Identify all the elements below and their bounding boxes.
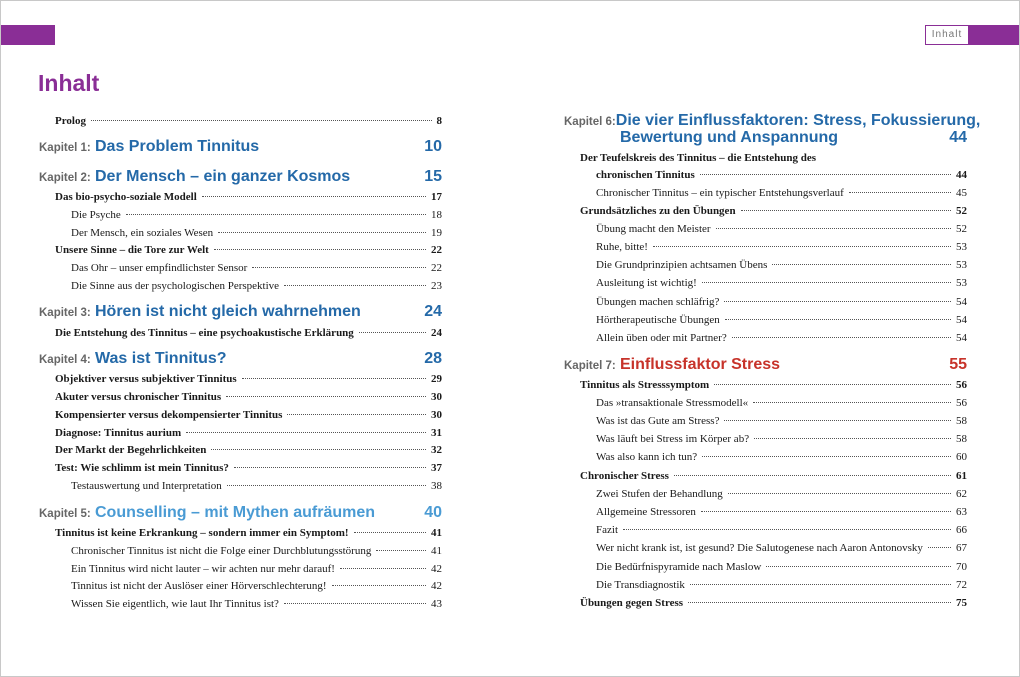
toc-entry[interactable]: Der Markt der Begehrlichkeiten 32 <box>55 444 442 456</box>
dot-leader <box>242 378 426 379</box>
chapter-5-heading[interactable]: Kapitel 5: Counselling – mit Mythen aufräumen 40 <box>39 504 442 521</box>
toc-entry[interactable]: Chronischer Stress 61 <box>580 470 967 482</box>
toc-entry[interactable]: Übung macht den Meister 52 <box>596 223 967 235</box>
dot-leader <box>340 568 426 569</box>
toc-entry[interactable]: Test: Wie schlimm ist mein Tinnitus? 37 <box>55 462 442 474</box>
dot-leader <box>284 285 426 286</box>
section-tab: Inhalt <box>925 25 969 45</box>
toc-entry[interactable]: Ruhe, bitte! 53 <box>596 241 967 253</box>
toc-entry[interactable]: Objektiver versus subjektiver Tinnitus 29 <box>55 373 442 385</box>
dot-leader <box>376 550 426 551</box>
dot-leader <box>724 420 951 421</box>
dot-leader <box>928 547 951 548</box>
dot-leader <box>226 396 426 397</box>
dot-leader <box>772 264 951 265</box>
dot-leader <box>754 438 951 439</box>
dot-leader <box>287 414 426 415</box>
toc-entry[interactable]: Die Sinne aus der psychologischen Perspektive 23 <box>71 280 442 292</box>
toc-entry[interactable]: Kompensierter versus dekompensierter Tinnitus 30 <box>55 409 442 421</box>
toc-entry[interactable]: Chronischer Tinnitus ist nicht die Folge einer Durchblutungsstörung 41 <box>71 545 442 557</box>
toc-entry[interactable]: Ein Tinnitus wird nicht lauter – wir achten nur mehr darauf! 42 <box>71 563 442 575</box>
chapter-6-heading[interactable]: Kapitel 6: Die vier Einflussfaktoren: Stress, Fokussierung, <box>564 112 981 129</box>
dot-leader <box>91 120 432 121</box>
toc-entry[interactable]: Tinnitus ist keine Erkrankung – sondern immer ein Symptom! 41 <box>55 527 442 539</box>
toc-entry[interactable]: chronischen Tinnitus 44 <box>596 169 967 181</box>
dot-leader <box>741 210 951 211</box>
left-accent-tab <box>1 25 55 45</box>
toc-entry[interactable]: Die Grundprinzipien achtsamen Übens 53 <box>596 259 967 271</box>
toc-entry[interactable]: Testauswertung und Interpretation 38 <box>71 480 442 492</box>
dot-leader <box>653 246 951 247</box>
toc-entry[interactable]: Übungen gegen Stress 75 <box>580 597 967 609</box>
chapter-2-heading[interactable]: Kapitel 2: Der Mensch – ein ganzer Kosmos 15 <box>39 168 442 185</box>
toc-entry-prolog[interactable]: Prolog 8 <box>55 115 442 127</box>
toc-entry[interactable]: Ausleitung ist wichtig! 53 <box>596 277 967 289</box>
right-accent-tab <box>968 25 1019 45</box>
toc-entry[interactable]: Wer nicht krank ist, ist gesund? Die Salutogenese nach Aaron Antonovsky 67 <box>596 542 967 554</box>
dot-leader <box>701 511 951 512</box>
dot-leader <box>218 232 426 233</box>
chapter-3-heading[interactable]: Kapitel 3: Hören ist nicht gleich wahrnehmen 24 <box>39 303 442 320</box>
toc-entry[interactable]: Wissen Sie eigentlich, wie laut Ihr Tinnitus ist? 43 <box>71 598 442 610</box>
toc-entry[interactable]: Übungen machen schläfrig? 54 <box>596 296 967 308</box>
toc-entry[interactable]: Die Bedürfnispyramide nach Maslow 70 <box>596 561 967 573</box>
toc-entry[interactable]: Die Transdiagnostik 72 <box>596 579 967 591</box>
dot-leader <box>725 319 951 320</box>
toc-entry[interactable]: Grundsätzliches zu den Übungen 52 <box>580 205 967 217</box>
chapter-1-heading[interactable]: Kapitel 1: Das Problem Tinnitus 10 <box>39 138 442 155</box>
dot-leader <box>623 529 951 530</box>
dot-leader <box>766 566 951 567</box>
dot-leader <box>354 532 426 533</box>
dot-leader <box>724 301 951 302</box>
toc-entry[interactable]: Das bio-psycho-soziale Modell 17 <box>55 191 442 203</box>
dot-leader <box>728 493 951 494</box>
toc-entry[interactable]: Das Ohr – unser empfindlichster Sensor 22 <box>71 262 442 274</box>
dot-leader <box>688 602 951 603</box>
dot-leader <box>202 196 426 197</box>
dot-leader <box>700 174 951 175</box>
dot-leader <box>732 337 951 338</box>
dot-leader <box>714 384 951 385</box>
toc-entry[interactable]: Das »transaktionale Stressmodell« 56 <box>596 397 967 409</box>
toc-entry[interactable]: Chronischer Tinnitus – ein typischer Entstehungsverlauf 45 <box>596 187 967 199</box>
toc-entry[interactable]: Was läuft bei Stress im Körper ab? 58 <box>596 433 967 445</box>
toc-entry[interactable]: Fazit 66 <box>596 524 967 536</box>
toc-entry[interactable]: Der Teufelskreis des Tinnitus – die Entstehung des <box>580 152 817 164</box>
dot-leader <box>690 584 951 585</box>
page-title: Inhalt <box>38 70 100 96</box>
dot-leader <box>234 467 426 468</box>
toc-entry[interactable]: Tinnitus als Stresssymptom 56 <box>580 379 967 391</box>
dot-leader <box>227 485 426 486</box>
dot-leader <box>284 603 426 604</box>
chapter-7-heading[interactable]: Kapitel 7: Einflussfaktor Stress 55 <box>564 356 967 373</box>
toc-entry[interactable]: Zwei Stufen der Behandlung 62 <box>596 488 967 500</box>
dot-leader <box>359 332 426 333</box>
toc-entry[interactable]: Diagnose: Tinnitus aurium 31 <box>55 427 442 439</box>
dot-leader <box>716 228 951 229</box>
dot-leader <box>702 456 951 457</box>
toc-entry[interactable]: Der Mensch, ein soziales Wesen 19 <box>71 227 442 239</box>
toc-entry[interactable]: Die Psyche 18 <box>71 209 442 221</box>
toc-entry[interactable]: Was ist das Gute am Stress? 58 <box>596 415 967 427</box>
dot-leader <box>126 214 426 215</box>
dot-leader <box>674 475 951 476</box>
dot-leader <box>753 402 951 403</box>
dot-leader <box>211 449 426 450</box>
toc-entry[interactable]: Unsere Sinne – die Tore zur Welt 22 <box>55 244 442 256</box>
dot-leader <box>332 585 426 586</box>
dot-leader <box>214 249 426 250</box>
toc-entry[interactable]: Allein üben oder mit Partner? 54 <box>596 332 967 344</box>
toc-entry[interactable]: Was also kann ich tun? 60 <box>596 451 967 463</box>
dot-leader <box>252 267 426 268</box>
toc-entry[interactable]: Allgemeine Stressoren 63 <box>596 506 967 518</box>
dot-leader <box>702 282 951 283</box>
chapter-6-heading-line2[interactable]: Bewertung und Anspannung 44 <box>620 129 967 146</box>
dot-leader <box>849 192 951 193</box>
toc-entry[interactable]: Hörtherapeutische Übungen 54 <box>596 314 967 326</box>
toc-entry[interactable]: Die Entstehung des Tinnitus – eine psychoakustische Erklärung 24 <box>55 327 442 339</box>
chapter-4-heading[interactable]: Kapitel 4: Was ist Tinnitus? 28 <box>39 350 442 367</box>
toc-entry[interactable]: Tinnitus ist nicht der Auslöser einer Hörverschlechterung! 42 <box>71 580 442 592</box>
dot-leader <box>186 432 426 433</box>
toc-entry[interactable]: Akuter versus chronischer Tinnitus 30 <box>55 391 442 403</box>
